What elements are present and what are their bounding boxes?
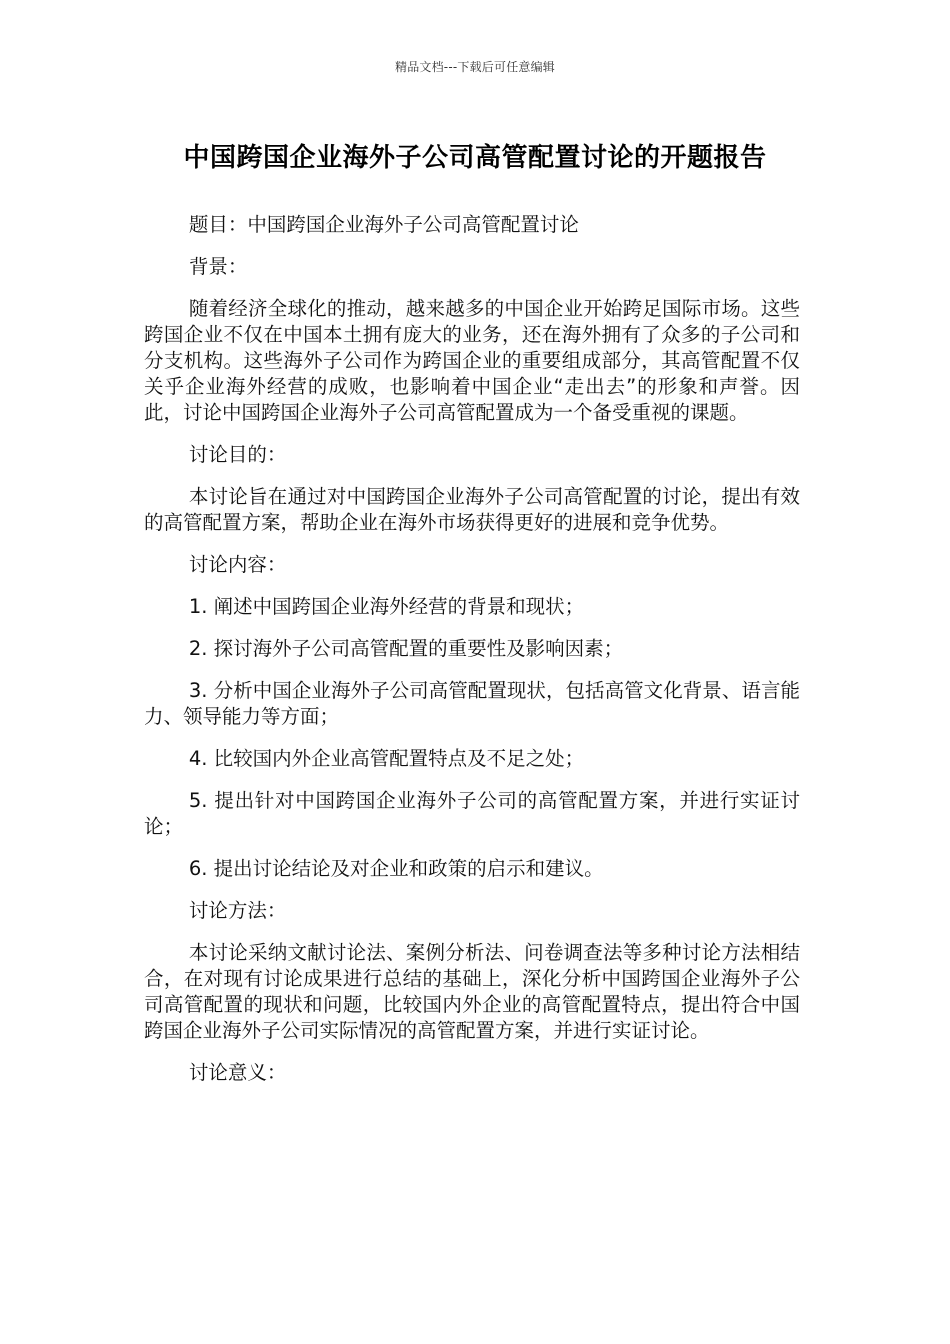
content-item-3: 3. 分析中国企业海外子公司高管配置现状，包括高管文化背景、语言能力、领导能力等方面； — [144, 679, 800, 728]
header-note: 精品文档---下载后可任意编辑 — [395, 60, 555, 74]
topic-line: 题目：中国跨国企业海外子公司高管配置讨论 — [188, 213, 579, 236]
content-item-1: 1. 阐述中国跨国企业海外经营的背景和现状； — [188, 595, 585, 618]
content-item-4: 4. 比较国内外企业高管配置特点及不足之处； — [188, 747, 585, 770]
background-paragraph: 随着经济全球化的推动，越来越多的中国企业开始跨足国际市场。这些跨国企业不仅在中国本土拥有庞大的业务，还在海外拥有了众多的子公司和分支机构。这些海外子公司作为跨国企业的重要组成部分，其高管配置不仅关乎企业海外经营的成败，也影响着中国企业“走出去”的形象和声誉。因此，讨论中国跨国企业海外子公司高管配置成为一个备受重视的课题。 — [144, 297, 800, 424]
method-paragraph: 本讨论采纳文献讨论法、案例分析法、问卷调查法等多种讨论方法相结合，在对现有讨论成果进行总结的基础上，深化分析中国跨国企业海外子公司高管配置的现状和问题，比较国内外企业的高管配置特点，提出符合中国跨国企业海外子公司实际情况的高管配置方案，并进行实证讨论。 — [144, 941, 800, 1042]
section-heading-purpose: 讨论目的： — [188, 443, 287, 466]
section-heading-background: 背景： — [188, 255, 248, 278]
section-heading-content: 讨论内容： — [188, 553, 287, 576]
section-heading-method: 讨论方法： — [188, 899, 287, 922]
content-item-5: 5. 提出针对中国跨国企业海外子公司的高管配置方案，并进行实证讨论； — [144, 789, 800, 838]
document-title: 中国跨国企业海外子公司高管配置讨论的开题报告 — [183, 143, 767, 173]
content-item-6: 6. 提出讨论结论及对企业和政策的启示和建议。 — [188, 857, 604, 880]
section-heading-significance: 讨论意义： — [188, 1061, 287, 1084]
content-item-2: 2. 探讨海外子公司高管配置的重要性及影响因素； — [188, 637, 624, 660]
document-body — [144, 212, 800, 1102]
purpose-paragraph: 本讨论旨在通过对中国跨国企业海外子公司高管配置的讨论，提出有效的高管配置方案，帮助企业在海外市场获得更好的进展和竞争优势。 — [144, 485, 800, 534]
